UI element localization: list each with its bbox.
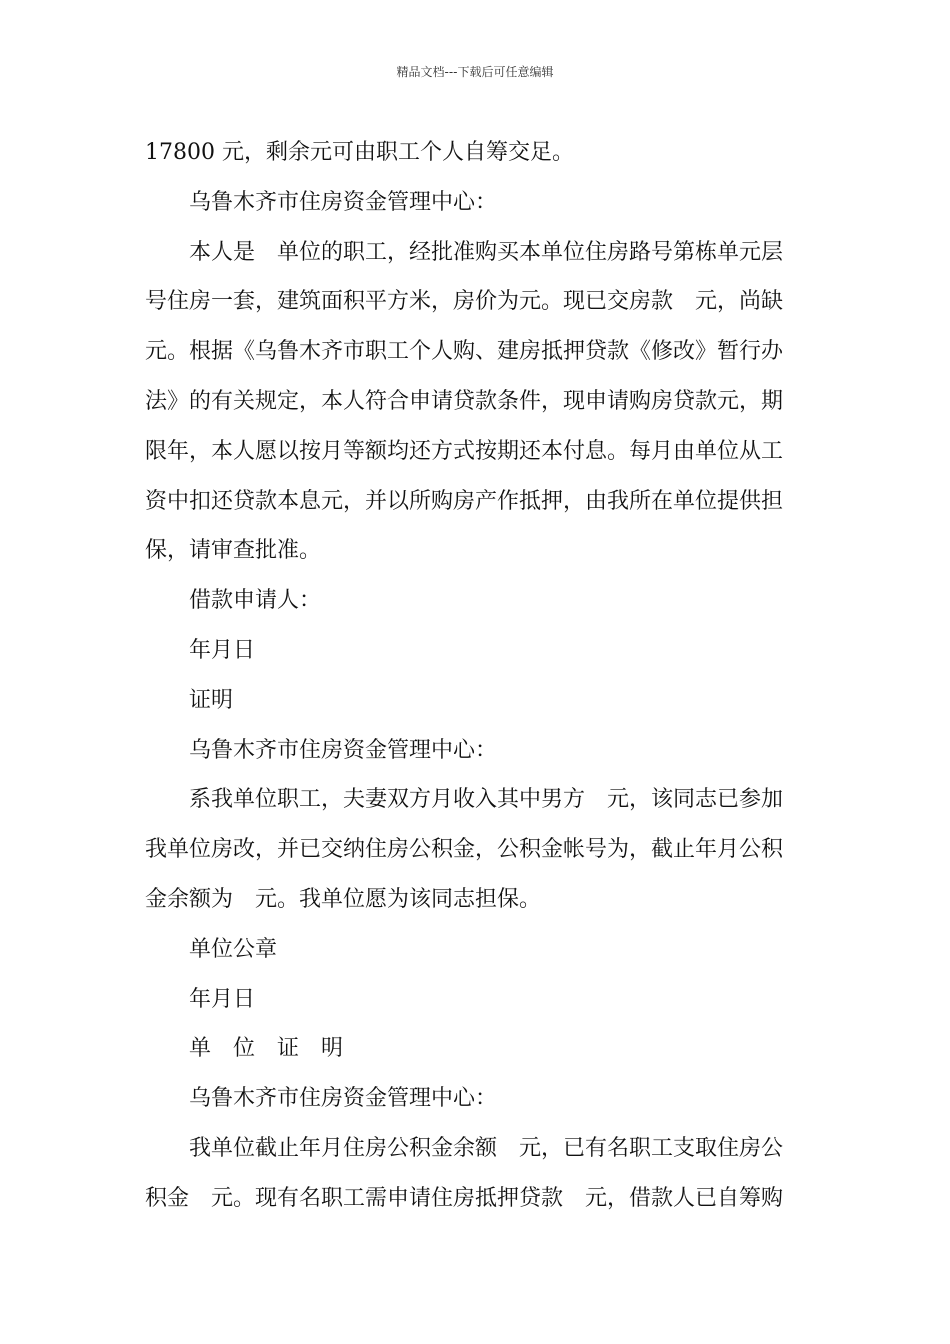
text-line: 单位公章 bbox=[189, 936, 278, 962]
text-line: 本人是 单位的职工，经批准购买本单位住房路号第栋单元层 bbox=[189, 239, 784, 265]
text-line: 17800 元，剩余元可由职工个人自筹交足。 bbox=[145, 140, 574, 165]
text-line: 限年，本人愿以按月等额均还方式按期还本付息。每月由单位从工 bbox=[145, 438, 784, 464]
page-header: 精品文档---下载后可任意编辑 bbox=[396, 65, 554, 79]
text-line: 金余额为 元。我单位愿为该同志担保。 bbox=[145, 886, 542, 912]
text-line: 积金 元。现有名职工需申请住房抵押贷款 元，借款人已自筹购 bbox=[145, 1185, 784, 1211]
text-line: 乌鲁木齐市住房资金管理中心： bbox=[189, 189, 498, 215]
text-line: 号住房一套，建筑面积平方米，房价为元。现已交房款 元，尚缺 bbox=[145, 289, 784, 315]
text-line: 系我单位职工，夫妻双方月收入其中男方 元，该同志已参加 bbox=[189, 787, 784, 813]
text-line: 乌鲁木齐市住房资金管理中心： bbox=[189, 737, 498, 763]
document-body bbox=[145, 128, 810, 1224]
text-line: 年月日 bbox=[189, 986, 256, 1012]
text-line: 我单位截止年月住房公积金余额 元，已有名职工支取住房公 bbox=[189, 1135, 784, 1161]
text-line: 元。根据《乌鲁木齐市职工个人购、建房抵押贷款《修改》暂行办 bbox=[145, 339, 784, 365]
text-line: 乌鲁木齐市住房资金管理中心： bbox=[189, 1086, 498, 1112]
text-line: 法》的有关规定，本人符合申请贷款条件，现申请购房贷款元，期 bbox=[145, 388, 784, 414]
text-line: 证明 bbox=[189, 687, 234, 713]
text-line: 借款申请人： bbox=[189, 588, 322, 614]
text-line: 我单位房改，并已交纳住房公积金，公积金帐号为，截止年月公积 bbox=[145, 837, 784, 863]
text-line: 单 位 证 明 bbox=[189, 1036, 344, 1062]
text-line: 资中扣还贷款本息元，并以所购房产作抵押，由我所在单位提供担 bbox=[145, 488, 784, 514]
text-line: 年月日 bbox=[189, 637, 256, 663]
text-line: 保，请审查批准。 bbox=[145, 538, 322, 564]
